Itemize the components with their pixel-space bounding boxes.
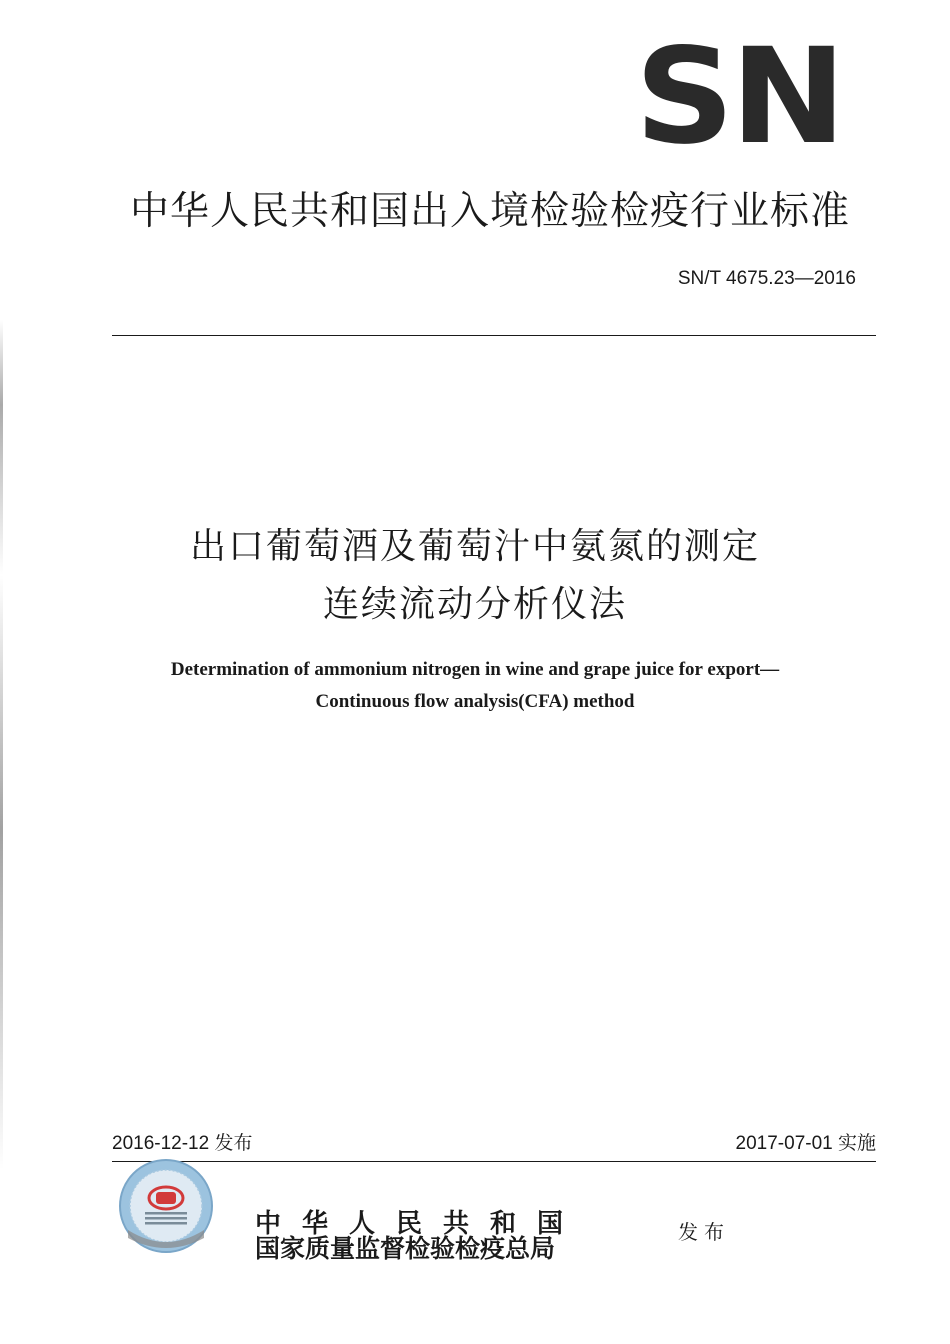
issue-date: 2016-12-12 发布 — [112, 1133, 253, 1154]
standard-number: SN/T 4675.23—2016 — [677, 268, 856, 289]
sn-logo: SN — [634, 20, 843, 174]
implementation-date: 2017-07-01 实施 — [735, 1133, 876, 1154]
scan-edge-shadow — [0, 320, 3, 1170]
title-en-line1: Determination of ammonium nitrogen in wine and grape juice for export— — [170, 659, 780, 680]
title-cn-line1: 出口葡萄酒及葡萄汁中氨氮的测定 — [189, 526, 760, 567]
title-en-line2: Continuous flow analysis(CFA) method — [315, 691, 635, 712]
title-cn-line2: 连续流动分析仪法 — [322, 584, 627, 625]
issuer-line2: 国家质量监督检验检疫总局 — [255, 1234, 556, 1263]
bottom-divider — [112, 1161, 876, 1162]
issuer-line1: 中华人民共和国 — [255, 1209, 585, 1239]
top-divider — [112, 335, 876, 336]
issuer-action: 发布 — [678, 1220, 730, 1244]
standard-category: 中华人民共和国出入境检验检疫行业标准 — [129, 189, 850, 234]
anti-counterfeit-seal-icon — [118, 1158, 214, 1254]
